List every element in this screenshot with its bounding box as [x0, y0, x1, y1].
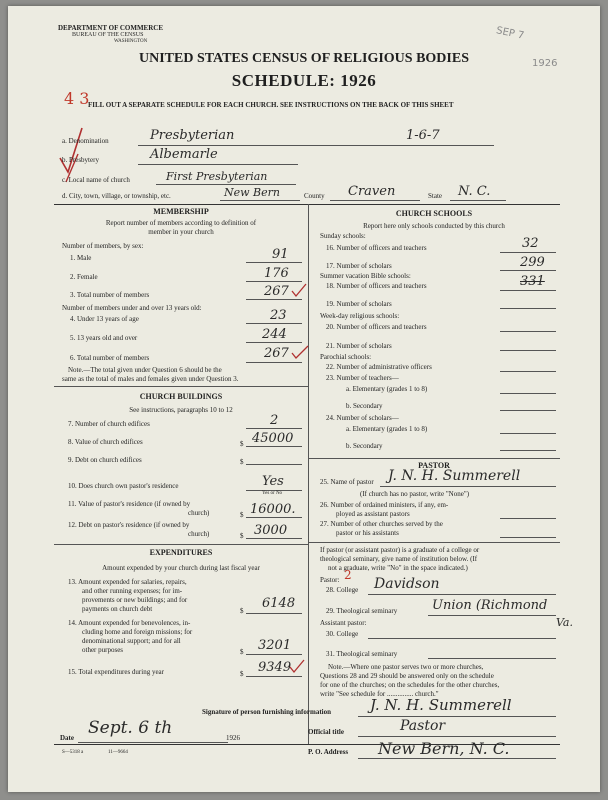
- city-town-value: New Bern: [224, 186, 280, 199]
- red-tick-q15: [288, 658, 308, 674]
- red-number: 4 3: [64, 89, 90, 108]
- weekday-label: Week-day religious schools:: [320, 312, 400, 320]
- county-value: Craven: [348, 184, 396, 199]
- q4-label: 4. Under 13 years of age: [70, 315, 139, 323]
- form-code: S—5318 a: [62, 750, 84, 755]
- signature-label: Signature of person furnishing information: [202, 708, 331, 716]
- q5-over13-value: 244: [262, 327, 287, 342]
- q17-value: 299: [520, 255, 545, 270]
- buildings-sub: See instructions, paragraphs 10 to 12: [129, 406, 233, 414]
- q18-label: 18. Number of officers and teachers: [326, 282, 427, 290]
- q26-line2: ployed as assistant pastors: [336, 510, 410, 518]
- q9-dollar: $: [240, 458, 244, 466]
- q25-pastor-name: J. N. H. Summerell: [388, 468, 521, 484]
- denomination-code: 1-6-7: [406, 128, 440, 143]
- q13-line1: 13. Amount expended for salaries, repairs,: [68, 578, 187, 586]
- q27-line1: 27. Number of other churches served by the: [320, 520, 443, 528]
- q6-label: 6. Total number of members: [70, 354, 150, 362]
- q10-label: 10. Does church own pastor's residence: [68, 482, 179, 490]
- denomination-value: Presbyterian: [150, 128, 235, 143]
- denomination-label: a. Denomination: [62, 137, 109, 145]
- red-mark-2: 2: [344, 568, 352, 582]
- state-value: N. C.: [458, 184, 491, 199]
- pastor-note-line1: Note.—Where one pastor serves two or more churches,: [328, 663, 484, 671]
- membership-intro: Report number of members according to definition of: [105, 219, 257, 227]
- membership-heading: MEMBERSHIP: [153, 207, 209, 216]
- q11-dollar: $: [240, 511, 244, 519]
- graduate-note-line1: If pastor (or assistant pastor) is a graduate of a college or: [320, 546, 480, 554]
- q8-value-value: 45000: [252, 431, 294, 446]
- local-name-label: c. Local name of church: [62, 176, 130, 184]
- department-label: DEPARTMENT OF COMMERCE: [58, 24, 164, 32]
- q22-label: 22. Number of administrative officers: [326, 363, 432, 371]
- date-year: 1926: [226, 734, 240, 742]
- q17-label: 17. Number of scholars: [326, 262, 392, 270]
- received-stamp: SEP 7: [495, 25, 526, 42]
- by-sex-label: Number of members, by sex:: [62, 242, 144, 250]
- q25-label: 25. Name of pastor: [320, 478, 374, 486]
- q31-label: 31. Theological seminary: [326, 650, 398, 658]
- q9-label: 9. Debt on church edifices: [68, 456, 142, 464]
- age-label: Number of members under and over 13 years old:: [62, 304, 202, 312]
- graduate-note-line2: theological seminary, give name of institution below. (If: [320, 555, 478, 563]
- q20-label: 20. Number of officers and teachers: [326, 323, 427, 331]
- q13-amount-value: 6148: [262, 596, 296, 611]
- q12-label2: church): [188, 530, 210, 538]
- q11-label: 11. Value of pastor's residence (if owned by: [68, 500, 191, 508]
- q11-value-value: 16000.: [250, 502, 296, 517]
- q15-dollar: $: [240, 670, 244, 678]
- city-town-label: d. City, town, village, or township, etc.: [62, 192, 171, 200]
- form-title: UNITED STATES CENSUS OF RELIGIOUS BODIES: [138, 51, 469, 66]
- print-code: 11—9664: [108, 750, 128, 755]
- date-label: Date: [60, 734, 74, 742]
- form-instruction: FILL OUT A SEPARATE SCHEDULE FOR EACH CHURCH. SEE INSTRUCTIONS ON THE BACK OF THIS SHEET: [88, 101, 454, 109]
- q26-line1: 26. Number of ordained ministers, if any, em-: [320, 501, 449, 509]
- q1-label: 1. Male: [70, 254, 92, 262]
- q12-dollar: $: [240, 532, 244, 540]
- q12-debt-value: 3000: [254, 523, 288, 538]
- q8-label: 8. Value of church edifices: [68, 438, 143, 446]
- membership-note2: same as the total of males and females given under Question 3.: [62, 375, 239, 383]
- q28-label: 28. College: [326, 586, 359, 594]
- q13-line4: payments on church debt: [82, 605, 153, 613]
- q25-hint: (If church has no pastor, write "None"): [360, 490, 470, 498]
- q24b-label: b. Secondary: [346, 442, 383, 450]
- signature-value: J. N. H. Summerell: [370, 696, 512, 714]
- pastor-sub-label: Pastor:: [320, 576, 340, 584]
- q10-hint: Yes or No: [262, 491, 283, 496]
- q19-label: 19. Number of scholars: [326, 300, 392, 308]
- city-label: WASHINGTON: [114, 39, 148, 44]
- pastor-note-line4: write "See schedule for ............... church.": [320, 690, 439, 698]
- official-title-value: Pastor: [400, 718, 446, 734]
- q13-line3: provements or new buildings; and for: [82, 596, 188, 604]
- q23b-label: b. Secondary: [346, 402, 383, 410]
- q18-value: 331: [520, 274, 545, 289]
- q16-label: 16. Number of officers and teachers: [326, 244, 427, 252]
- pastor-heading: PASTOR: [418, 461, 450, 470]
- q24a-label: a. Elementary (grades 1 to 8): [346, 425, 428, 433]
- presbytery-value: Albemarle: [150, 147, 218, 162]
- schools-heading: CHURCH SCHOOLS: [395, 209, 473, 218]
- q5-label: 5. 13 years old and over: [70, 334, 138, 342]
- q2-female-value: 176: [264, 266, 289, 281]
- q21-label: 21. Number of scholars: [326, 342, 392, 350]
- q7-edifices-value: 2: [270, 413, 279, 428]
- graduate-note-line3: not a graduate, write "No" in the space indicated.): [328, 564, 468, 572]
- buildings-heading: CHURCH BUILDINGS: [139, 392, 223, 401]
- stamp-code: 1926: [532, 58, 558, 69]
- pastor-note-line3: for one of the churches; on the schedules for the other churches,: [320, 681, 500, 689]
- q15-label: 15. Total expenditures during year: [68, 668, 164, 676]
- q14-dollar: $: [240, 648, 244, 656]
- address-label: P. O. Address: [308, 748, 349, 756]
- q3-label: 3. Total number of members: [70, 291, 150, 299]
- address-value: New Bern, N. C.: [378, 739, 510, 758]
- q4-under13-value: 23: [270, 308, 287, 323]
- q29-seminary-value: Union (Richmond: [432, 598, 548, 613]
- q14-line2: cluding home and foreign missions; for: [82, 628, 193, 636]
- state-label: State: [428, 192, 442, 200]
- q2-label: 2. Female: [70, 273, 98, 281]
- q23-label: 23. Number of teachers—: [326, 374, 399, 382]
- q28-college-value: Davidson: [374, 576, 440, 592]
- q29-label: 29. Theological seminary: [326, 607, 398, 615]
- local-name-value: First Presbyterian: [166, 170, 268, 183]
- expenditures-heading: EXPENDITURES: [149, 548, 213, 557]
- red-check-mark: [56, 124, 96, 184]
- red-tick-q6: [290, 344, 312, 360]
- county-label: County: [304, 192, 325, 200]
- red-tick-q3: [290, 282, 310, 298]
- q14-line1: 14. Amount expended for benevolences, in-: [68, 619, 191, 627]
- q24-label: 24. Number of scholars—: [326, 414, 399, 422]
- q14-amount-value: 3201: [258, 638, 292, 653]
- q15-total-value: 9349: [258, 660, 292, 675]
- pastor-note-line2: Questions 28 and 29 should be answered only on the schedule: [320, 672, 494, 680]
- q11-label2: church): [188, 509, 210, 517]
- membership-intro2: member in your church: [148, 228, 214, 236]
- q14-line4: other purposes: [82, 646, 124, 654]
- schools-sub: Report here only schools conducted by this church: [363, 222, 505, 230]
- q3-total-value: 267: [264, 284, 289, 299]
- assistant-label: Assistant pastor:: [320, 619, 367, 627]
- membership-note: Note.—The total given under Question 6 should be the: [68, 366, 222, 374]
- q14-line3: denominational support; and for all: [82, 637, 181, 645]
- q1-male-value: 91: [272, 247, 289, 262]
- q8-dollar: $: [240, 440, 244, 448]
- q6-total-value: 267: [264, 346, 289, 361]
- q27-line2: pastor or his assistants: [336, 529, 399, 537]
- q12-label: 12. Debt on pastor's residence (if owned by: [68, 521, 190, 529]
- expenditures-sub: Amount expended by your church during last fiscal year: [102, 564, 260, 572]
- bureau-label: BUREAU OF THE CENSUS: [72, 32, 144, 38]
- q29-seminary-value2: Va.: [556, 616, 573, 629]
- date-value: Sept. 6 th: [88, 718, 173, 738]
- q23a-label: a. Elementary (grades 1 to 8): [346, 385, 428, 393]
- official-title-label: Official title: [308, 728, 344, 736]
- schedule-title: SCHEDULE: 1926: [231, 71, 377, 90]
- q13-dollar: $: [240, 607, 244, 615]
- q16-value: 32: [522, 236, 539, 251]
- q13-line2: and other running expenses; for im-: [82, 587, 183, 595]
- sunday-label: Sunday schools:: [320, 232, 366, 240]
- presbytery-label: b. Presbytery: [62, 156, 99, 164]
- census-schedule-sheet: [8, 6, 600, 792]
- q10-residence-value: Yes: [262, 474, 284, 489]
- summer-label: Summer vacation Bible schools:: [320, 272, 411, 280]
- q30-label: 30. College: [326, 630, 359, 638]
- q7-label: 7. Number of church edifices: [68, 420, 150, 428]
- parochial-label: Parochial schools:: [320, 353, 372, 361]
